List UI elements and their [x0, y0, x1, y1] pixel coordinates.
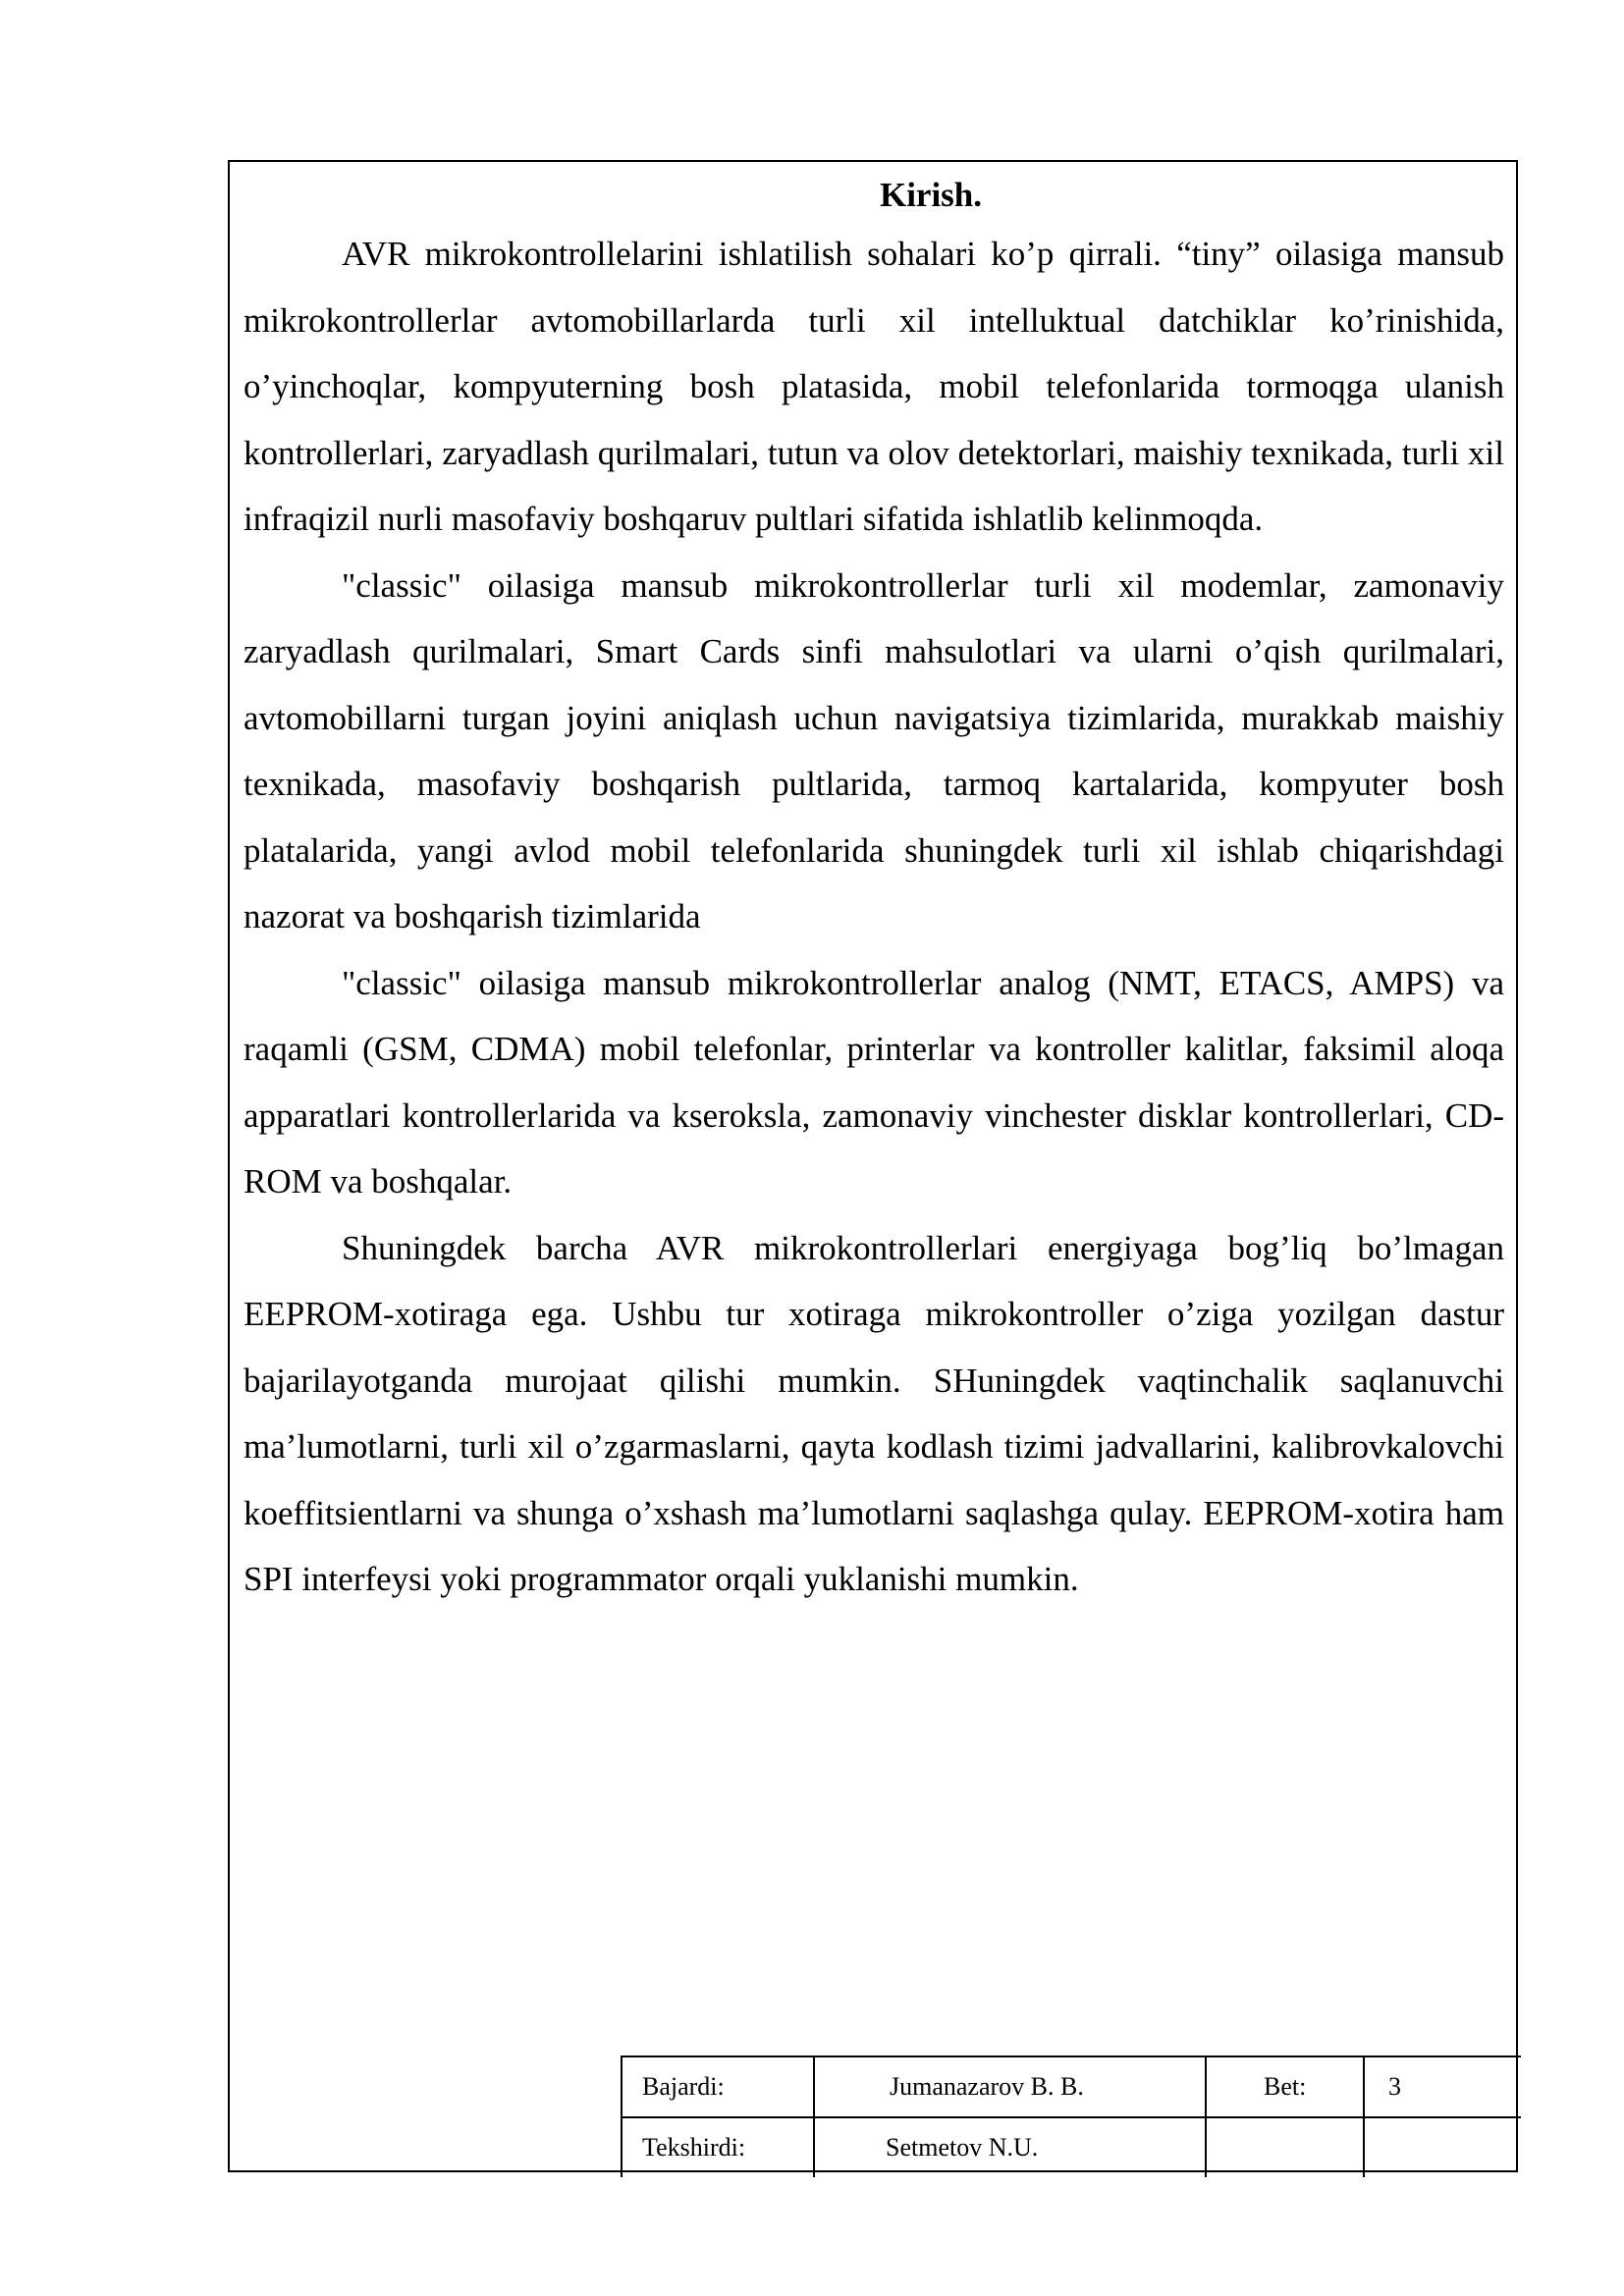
- stamp-empty-cell: [1364, 2117, 1521, 2177]
- page-number: 3: [1364, 2056, 1521, 2117]
- paragraph-1: AVR mikrokontrollelarini ishlatilish sohalari ko’p qirrali. “tiny” oilasiga mansub mikrokontrollerlar avtomobillarlarda turli xil intelluktual datchiklar ko’rinishida, o’yinchoqlar, kompyuterning bosh platasida, mobil telefonlarida tormoqga ulanish kontrollerlari, zaryadlash qurilmalari, tutun va olov detektorlari, maishiy texnikada, turli xil infraqizil nurli masofaviy boshqaruv pultlari sifatida ishlatlib kelinmoqda.: [244, 235, 1504, 538]
- checked-by-name: Setmetov N.U.: [814, 2117, 1206, 2177]
- stamp-empty-cell: [1206, 2117, 1364, 2177]
- stamp-row-performed: [622, 2056, 1521, 2117]
- page-label: Bet:: [1206, 2056, 1364, 2117]
- paragraph-3: "classic" oilasiga mansub mikrokontrollerlar analog (NMT, ETACS, AMPS) va raqamli (GSM, CDMA) mobil telefonlar, printerlar va kontroller kalitlar, faksimil aloqa apparatlari kontrollerlarida va kseroksla, zamonaviy vinchester disklar kontrollerlari, CD-ROM va boshqalar.: [244, 963, 1504, 1201]
- title-block-stamp: [621, 2056, 1521, 2177]
- paragraph-2: "classic" oilasiga mansub mikrokontrollerlar turli xil modemlar, zamonaviy zaryadlash qurilmalari, Smart Cards sinfi mahsulotlari va ularni o’qish qurilmalari, avtomobillarni turgan joyini aniqlash uchun navigatsiya tizimlarida, murakkab maishiy texnikada, masofaviy boshqarish pultlarida, tarmoq kartalarida, kompyuter bosh platalarida, yangi avlod mobil telefonlarida shuningdek turli xil ishlab chiqarishdagi nazorat va boshqarish tizimlarida: [244, 565, 1504, 935]
- document-body: [244, 170, 1504, 1613]
- performed-by-label: Bajardi:: [622, 2056, 814, 2117]
- paragraph-4: Shuningdek barcha AVR mikrokontrollerlari energiyaga bog’liq bo’lmagan EEPROM-xotiraga ega. Ushbu tur xotiraga mikrokontroller o’ziga yozilgan dastur bajarilayotganda murojaat qilishi mumkin. SHuningdek vaqtinchalik saqlanuvchi ma’lumotlarni, turli xil o’zgarmaslarni, qayta kodlash tizimi jadvallarini, kalibrovkalovchi koeffitsientlarni va shunga o’xshash ma’lumotlarni saqlashga qulay. EEPROM-xotira ham SPI interfeysi yoki programmator orqali yuklanishi mumkin.: [244, 1228, 1504, 1598]
- document-title: Kirish.: [879, 176, 983, 214]
- checked-by-label: Tekshirdi:: [622, 2117, 814, 2177]
- page-frame: [228, 160, 1518, 2172]
- stamp-row-checked: [622, 2117, 1521, 2177]
- performed-by-name: Jumanazarov B. B.: [814, 2056, 1206, 2117]
